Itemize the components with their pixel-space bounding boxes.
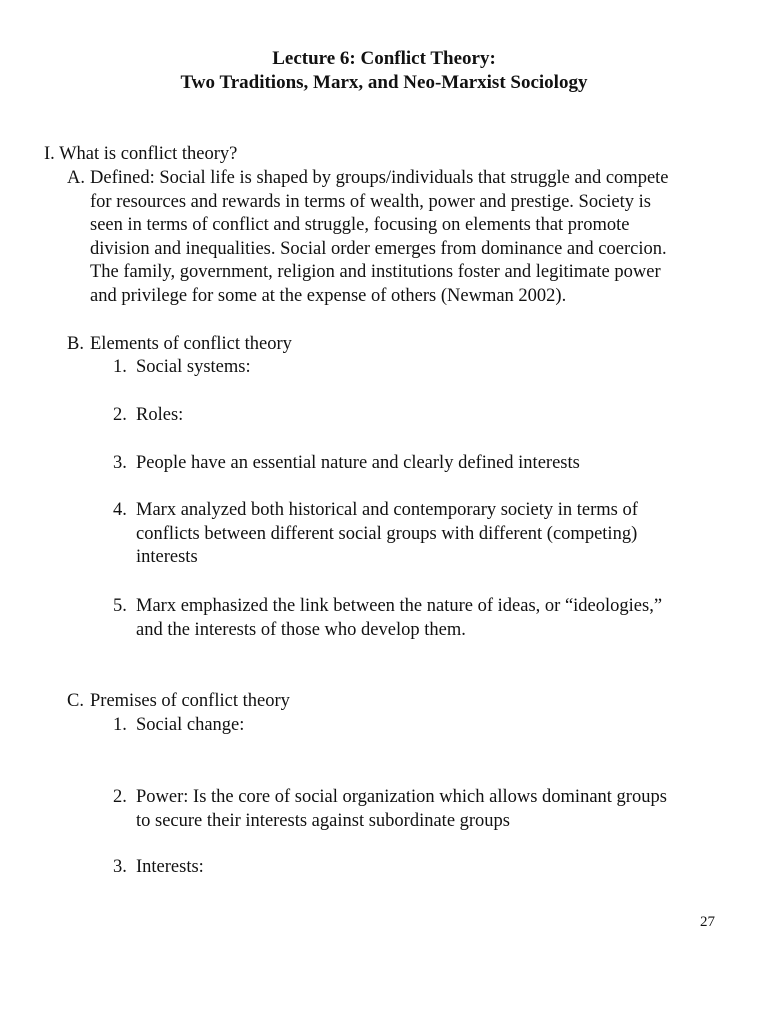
item-marker-b: B.	[67, 334, 84, 354]
list-item-continued: to secure their interests against subordinate groups	[136, 810, 511, 831]
document-title: Lecture 6: Conflict Theory:	[272, 48, 496, 69]
list-item: Marx analyzed both historical and contemporary society in terms of	[136, 500, 638, 520]
list-number: 1.	[113, 715, 127, 735]
paragraph-line: The family, government, religion and institutions foster and legitimate power	[90, 262, 661, 282]
list-number: 2.	[113, 405, 127, 425]
list-item-continued: and the interests of those who develop them.	[136, 619, 466, 640]
subsection-heading: Elements of conflict theory	[90, 334, 292, 354]
list-number: 4.	[113, 500, 127, 520]
list-item: Social systems:	[136, 357, 251, 377]
item-marker-c: C.	[67, 691, 84, 711]
list-item: People have an essential nature and clearly defined interests	[136, 453, 580, 473]
list-item: Roles:	[136, 405, 184, 425]
paragraph-line: and privilege for some at the expense of others (Newman 2002).	[90, 285, 567, 306]
list-item-continued: interests	[136, 547, 198, 567]
subsection-heading: Premises of conflict theory	[90, 691, 290, 711]
list-item-continued: conflicts between different social groups with different (competing)	[136, 523, 638, 544]
list-number: 3.	[113, 857, 127, 877]
document-subtitle: Two Traditions, Marx, and Neo-Marxist Sociology	[180, 72, 588, 93]
paragraph-line: seen in terms of conflict and struggle, focusing on elements that promote	[90, 215, 630, 235]
list-number: 2.	[113, 787, 127, 807]
section-heading: I. What is conflict theory?	[44, 144, 238, 164]
list-item: Marx emphasized the link between the nature of ideas, or “ideologies,”	[136, 596, 663, 616]
page-number: 27	[700, 914, 715, 930]
paragraph-line: Defined: Social life is shaped by groups/individuals that struggle and compete	[90, 168, 669, 188]
list-number: 5.	[113, 596, 127, 616]
list-number: 1.	[113, 357, 127, 377]
list-item: Interests:	[136, 857, 204, 877]
list-number: 3.	[113, 453, 127, 473]
paragraph-line: for resources and rewards in terms of wealth, power and prestige. Society is	[90, 191, 651, 212]
list-item: Power: Is the core of social organization which allows dominant groups	[136, 787, 667, 807]
list-item: Social change:	[136, 715, 245, 735]
paragraph-line: division and inequalities. Social order emerges from dominance and coercion.	[90, 238, 667, 259]
item-marker-a: A.	[67, 168, 85, 188]
